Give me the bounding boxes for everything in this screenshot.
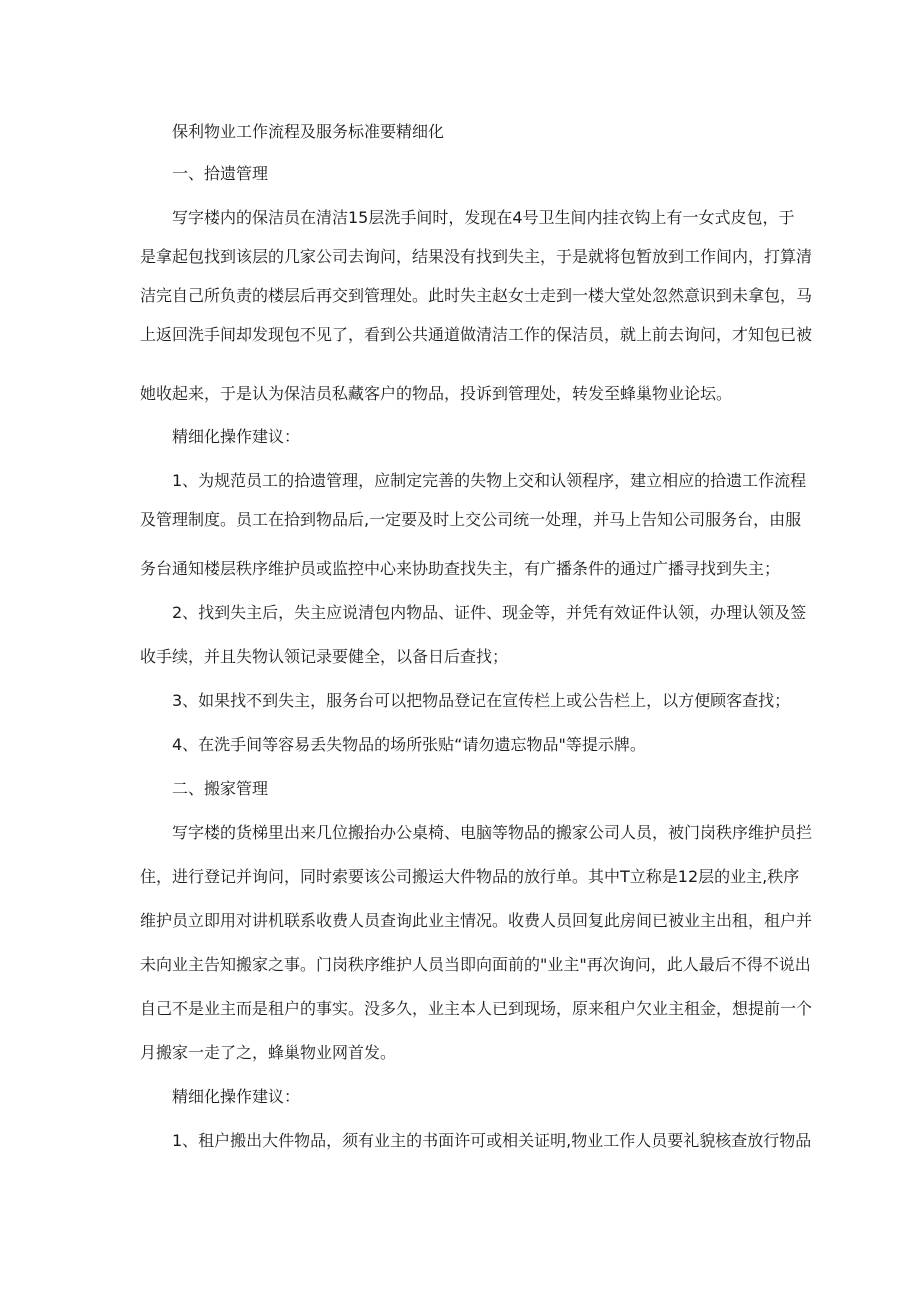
- list-item-line: 收手续，并且失物认领记录要健全，以备日后查找；: [140, 647, 509, 666]
- list-item-line: 及管理制度。员工在拾到物品后,一定要及时上交公司统一处理，并马上告知公司服务台，由服: [140, 510, 802, 529]
- document-title: 保利物业工作流程及服务标准要精细化: [172, 122, 445, 141]
- paragraph-line: 月搬家一走了之，蜂巢物业网首发。: [140, 1043, 397, 1062]
- paragraph-line: 写字楼的货梯里出来几位搬抬办公桌椅、电脑等物品的搬家公司人员，被门岗秩序维护员拦: [172, 823, 813, 842]
- suggestion-heading: 精细化操作建议：: [172, 1087, 301, 1106]
- list-item-line: 2、找到失主后，失主应说清包内物品、证件、现金等，并凭有效证件认领，办理认领及签: [172, 603, 807, 622]
- paragraph-line: 维护员立即用对讲机联系收费人员查询此业主情况。收费人员回复此房间已被业主出租，租户并: [140, 911, 813, 930]
- paragraph-line: 洁完自己所负责的楼层后再交到管理处。此时失主赵女士走到一楼大堂处忽然意识到未拿包，马: [140, 286, 813, 305]
- paragraph-line: 写字楼内的保洁员在清洁15层洗手间时，发现在4号卫生间内挂衣钩上有一女式皮包，于: [172, 208, 795, 227]
- paragraph-line: 上返回洗手间却发现包不见了，看到公共通道做清洁工作的保洁员，就上前去询问，才知包已被: [140, 325, 813, 344]
- section-heading-moving: 二、搬家管理: [172, 779, 269, 798]
- list-item-line: 1、为规范员工的拾遗管理，应制定完善的失物上交和认领程序，建立相应的拾遗工作流程: [172, 471, 807, 490]
- list-item: 1、租户搬出大件物品，须有业主的书面许可或相关证明,物业工作人员要礼貌核查放行物品: [172, 1131, 812, 1150]
- paragraph-line: 她收起来，于是认为保洁员私藏客户的物品，投诉到管理处，转发至蜂巢物业论坛。: [140, 384, 733, 403]
- list-item-line: 务台通知楼层秩序维护员或监控中心来协助查找失主，有广播条件的通过广播寻找到失主；: [140, 559, 781, 578]
- list-item: 4、在洗手间等容易丢失物品的场所张贴“请勿遗忘物品"等提示牌。: [172, 735, 646, 754]
- paragraph-line: 住，进行登记并询问，同时索要该公司搬运大件物品的放行单。其中T立称是12层的业主,秩序: [140, 867, 800, 886]
- list-item: 3、如果找不到失主，服务台可以把物品登记在宣传栏上或公告栏上，以方便顾客查找；: [172, 691, 791, 710]
- paragraph-line: 未向业主告知搬家之事。门岗秩序维护人员当即向面前的"业主"再次询问，此人最后不得不说出: [140, 955, 811, 974]
- section-heading-lost-and-found: 一、拾遗管理: [172, 164, 269, 183]
- paragraph-line: 是拿起包找到该层的几家公司去询问，结果没有找到失主，于是就将包暂放到工作间内，打算清: [140, 247, 813, 266]
- suggestion-heading: 精细化操作建议：: [172, 427, 301, 446]
- paragraph-line: 自己不是业主而是租户的事实。没多久，业主本人已到现场，原来租户欠业主租金，想提前一个: [140, 999, 813, 1018]
